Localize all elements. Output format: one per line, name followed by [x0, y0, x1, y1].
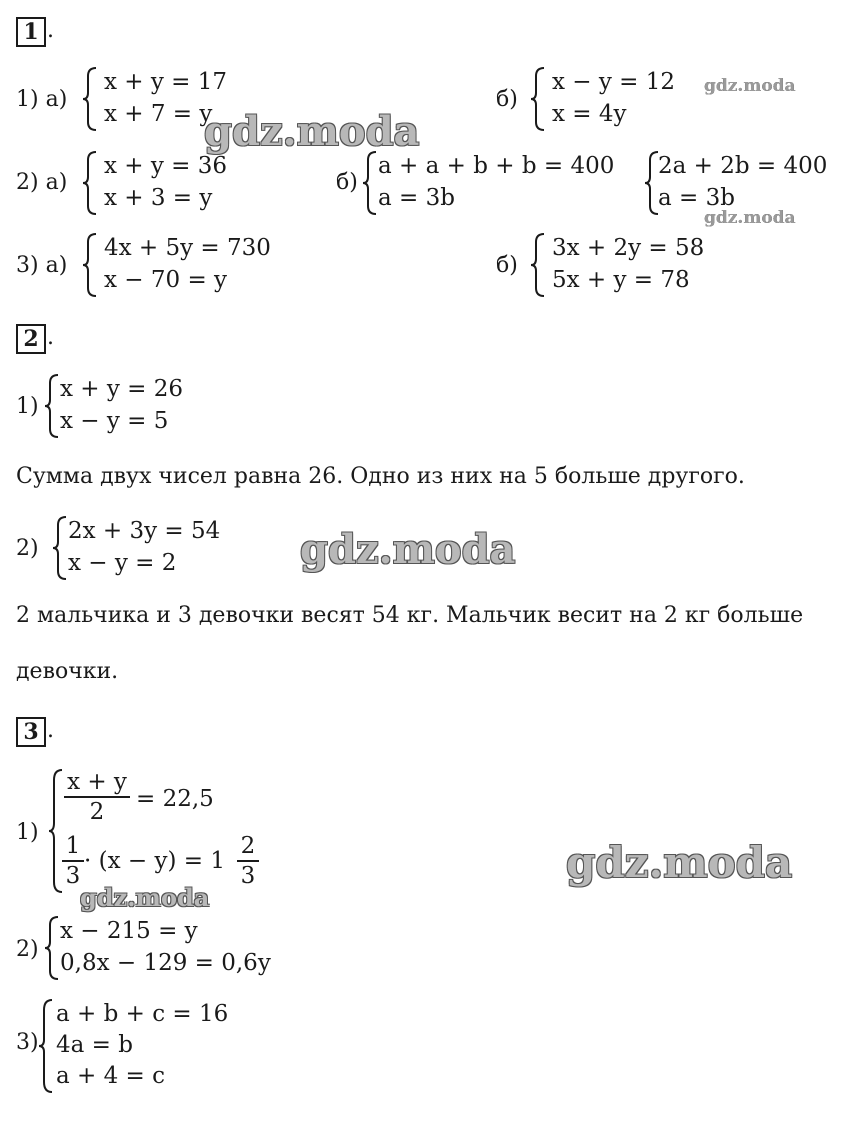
task3-sys2-label: 2) [16, 937, 39, 962]
task2-number-dot: . [47, 325, 54, 350]
equation: a + b + c = 16 [56, 1001, 229, 1027]
fraction-numerator: 1 [65, 833, 81, 859]
equation: x − y = 5 [60, 408, 169, 434]
task1-item2-label: б) [496, 87, 518, 112]
equation: a + a + b + b = 400 [378, 153, 615, 179]
task1-item7-label: б) [496, 253, 518, 278]
task1-number-box [16, 17, 46, 47]
equation: 0,8x − 129 = 0,6y [60, 950, 271, 976]
equation: x − y = 2 [68, 550, 177, 576]
watermark: gdz.moda [704, 208, 796, 228]
equation: 4x + 5y = 730 [104, 235, 271, 261]
brace-icon [82, 232, 100, 298]
equation: x + y = 26 [60, 376, 184, 402]
brace-icon [530, 232, 548, 298]
watermark: gdz.moda [704, 76, 796, 96]
task2-text1: Сумма двух чисел равна 26. Одно из них на 5 больше другого. [16, 464, 745, 489]
fraction-denominator: 3 [237, 860, 259, 890]
task3-sys3-label: 3) [16, 1030, 39, 1055]
fraction-numerator: 2 [240, 833, 256, 859]
equation: 2a + 2b = 400 [658, 153, 828, 179]
task1-item6-label: 3) а) [16, 253, 68, 278]
task2-sys2-label: 2) [16, 536, 39, 561]
watermark: gdz.moda [80, 883, 210, 912]
task3-number-dot: . [47, 718, 54, 743]
equation: 5x + y = 78 [552, 267, 690, 293]
task3-sys1-label: 1) [16, 820, 39, 845]
task2-number: 2 [23, 326, 39, 352]
equation: 2x + 3y = 54 [68, 518, 221, 544]
equation: x + y = 17 [104, 69, 228, 95]
equation: · (x − y) = 1 [84, 848, 225, 874]
task3-number: 3 [23, 719, 39, 745]
equation: = 22,5 [136, 786, 214, 812]
fraction-denominator: 3 [62, 860, 84, 890]
brace-icon [82, 66, 100, 132]
task2-sys1-label: 1) [16, 394, 39, 419]
task3-number-box [16, 717, 46, 747]
equation: x + y = 36 [104, 153, 228, 179]
task1-number: 1 [23, 19, 39, 45]
fraction [62, 832, 84, 890]
task1-item4-label: б) [336, 170, 358, 195]
brace-icon [82, 150, 100, 216]
equation: x + 7 = y [104, 101, 213, 127]
equation: 4a = b [56, 1032, 133, 1058]
equation: x = 4y [552, 101, 627, 127]
task1-number-dot: . [47, 18, 54, 43]
task1-item1-label: 1) а) [16, 87, 68, 112]
fraction-numerator: x + y [67, 769, 127, 795]
equation: x − y = 12 [552, 69, 676, 95]
brace-icon [38, 998, 56, 1094]
brace-icon [530, 66, 548, 132]
equation: 3x + 2y = 58 [552, 235, 705, 261]
equation: a = 3b [658, 185, 735, 211]
fraction [64, 768, 130, 826]
watermark: gdz.moda [204, 108, 420, 155]
task1-item3-label: 2) а) [16, 170, 68, 195]
watermark: gdz.moda [300, 526, 516, 573]
equation: x − 70 = y [104, 267, 228, 293]
equation: x + 3 = y [104, 185, 213, 211]
fraction [237, 832, 259, 890]
task2-number-box [16, 324, 46, 354]
watermark: gdz.moda [566, 838, 793, 887]
fraction-denominator: 2 [64, 796, 130, 826]
task2-text2a: 2 мальчика и 3 девочки весят 54 кг. Мальчик весит на 2 кг больше [16, 603, 804, 628]
equation: a + 4 = c [56, 1063, 166, 1089]
equation: x − 215 = y [60, 918, 198, 944]
task2-text2b: девочки. [16, 659, 119, 684]
equation: a = 3b [378, 185, 455, 211]
